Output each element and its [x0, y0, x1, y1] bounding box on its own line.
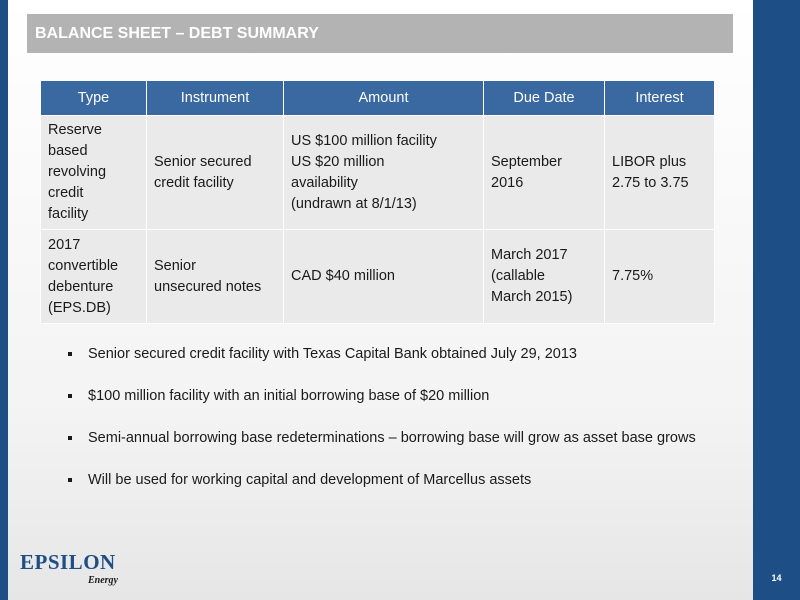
- column-header-due-date: Due Date: [484, 81, 605, 116]
- page-title: BALANCE SHEET – DEBT SUMMARY: [27, 14, 733, 53]
- cell-line: US $20 million: [291, 153, 385, 170]
- cell-type: [41, 230, 147, 324]
- cell-line: debenture: [48, 278, 114, 295]
- logo-wordmark: EPSILON: [20, 550, 116, 574]
- cell-amount: [284, 116, 484, 230]
- logo-subtitle: Energy: [88, 575, 118, 586]
- column-header-instrument: Instrument: [147, 81, 284, 116]
- list-item: [68, 344, 708, 365]
- square-bullet-icon: [68, 436, 72, 440]
- cell-instrument: [147, 116, 284, 230]
- cell-due-date: [484, 116, 605, 230]
- cell-line: based: [48, 143, 88, 159]
- table-row: [41, 116, 715, 230]
- cell-line: facility: [48, 206, 89, 222]
- list-item-text: $100 million facility with an initial borrowing base of $20 million: [88, 388, 490, 404]
- cell-line: revolving: [48, 164, 107, 180]
- cell-line: LIBOR plus: [612, 153, 687, 170]
- list-item: [68, 386, 708, 407]
- cell-line: US $100 million facility: [291, 132, 437, 149]
- cell-line: 2.75 to 3.75: [612, 174, 689, 191]
- cell-line: (EPS.DB): [48, 299, 111, 316]
- list-item-text: Senior secured credit facility with Texas Capital Bank obtained July 29, 2013: [88, 346, 577, 362]
- page-number: 14: [771, 573, 782, 583]
- cell-line: September: [491, 153, 562, 170]
- cell-line: CAD $40 million: [291, 268, 395, 284]
- column-header-type: Type: [41, 81, 147, 116]
- square-bullet-icon: [68, 394, 72, 398]
- cell-line: Reserve: [48, 122, 102, 138]
- cell-line: 2016: [491, 174, 524, 191]
- cell-interest: [605, 116, 715, 230]
- cell-line: convertible: [48, 257, 119, 274]
- cell-line: credit: [48, 185, 84, 201]
- list-item-text: Will be used for working capital and development of Marcellus assets: [88, 472, 532, 488]
- cell-line: unsecured notes: [154, 278, 262, 295]
- square-bullet-icon: [68, 352, 72, 356]
- cell-due-date: [484, 230, 605, 324]
- list-item-text: Semi-annual borrowing base redeterminations – borrowing base will grow as asset base grows: [88, 430, 696, 446]
- cell-line: credit facility: [154, 174, 234, 191]
- table-row: [41, 230, 715, 324]
- cell-line: (callable: [491, 268, 545, 284]
- cell-line: Senior: [154, 257, 196, 274]
- cell-line: March 2017: [491, 247, 568, 263]
- list-item: [68, 470, 708, 491]
- debt-summary-table: [40, 80, 715, 324]
- cell-line: Senior secured: [154, 153, 252, 170]
- table-header-row: [41, 81, 715, 116]
- cell-instrument: [147, 230, 284, 324]
- cell-line: 2017: [48, 236, 81, 253]
- square-bullet-icon: [68, 478, 72, 482]
- list-item: [68, 428, 708, 449]
- cell-line: March 2015): [491, 289, 573, 305]
- right-accent-bar: [753, 0, 800, 600]
- cell-amount: [284, 230, 484, 324]
- column-header-amount: Amount: [284, 81, 484, 116]
- cell-line: (undrawn at 8/1/13): [291, 195, 417, 212]
- bullet-list: [68, 344, 708, 512]
- left-accent-bar: [0, 0, 8, 600]
- cell-interest: [605, 230, 715, 324]
- cell-type: [41, 116, 147, 230]
- company-logo: [20, 551, 130, 591]
- cell-line: 7.75%: [612, 268, 654, 284]
- column-header-interest: Interest: [605, 81, 715, 116]
- cell-line: availability: [291, 174, 358, 191]
